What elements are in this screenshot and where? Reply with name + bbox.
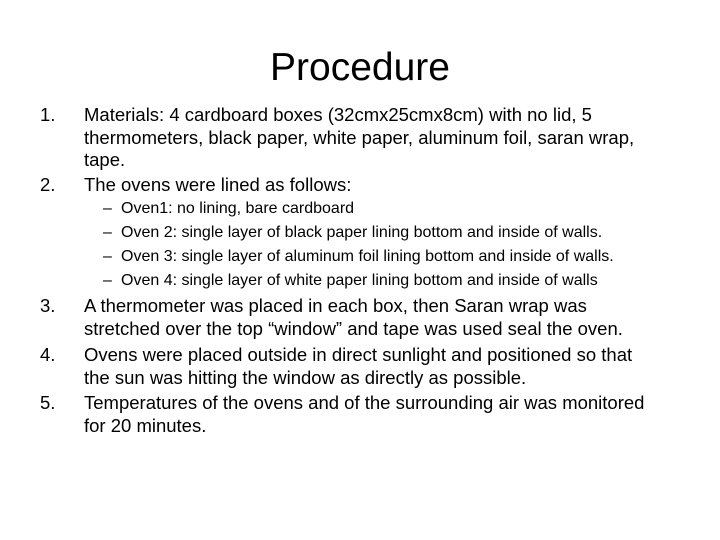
item-number: 5.	[40, 392, 56, 413]
item-number: 3.	[40, 295, 56, 316]
item-text	[84, 392, 710, 437]
item-text	[84, 174, 710, 197]
item-line: A thermometer was placed in each box, then Saran wrap was	[84, 295, 587, 316]
item-number: 4.	[40, 344, 56, 365]
item-line: for 20 minutes.	[84, 414, 207, 436]
dash-bullet: –	[103, 248, 112, 265]
item-line: the sun was hitting the window as directly as possible.	[84, 366, 527, 388]
item-line: thermometers, black paper, white paper, aluminum foil, saran wrap,	[84, 126, 635, 148]
item-line: Materials: 4 cardboard boxes (32cmx25cmx8cm) with no lid, 5	[84, 104, 592, 125]
dash-bullet: –	[103, 200, 112, 217]
item-line: Ovens were placed outside in direct sunlight and positioned so that	[84, 344, 633, 365]
sub-item-text: Oven 3: single layer of aluminum foil lining bottom and inside of walls.	[121, 248, 614, 265]
item-number: 1.	[40, 104, 56, 125]
item-line: The ovens were lined as follows:	[84, 174, 352, 195]
item-line: stretched over the top “window” and tape was used seal the oven.	[84, 317, 623, 339]
item-number: 2.	[40, 174, 56, 195]
item-line: Temperatures of the ovens and of the surrounding air was monitored	[84, 392, 645, 413]
item-text	[84, 344, 710, 389]
item-text	[84, 104, 710, 172]
sub-item-text: Oven1: no lining, bare cardboard	[121, 200, 355, 217]
item-text	[84, 295, 710, 340]
item-line: tape.	[84, 149, 126, 170]
dash-bullet: –	[103, 224, 112, 241]
sub-item-text: Oven 4: single layer of white paper lining bottom and inside of walls	[121, 272, 598, 289]
sub-item-text: Oven 2: single layer of black paper lining bottom and inside of walls.	[121, 224, 603, 241]
slide-title: Procedure	[270, 46, 450, 89]
dash-bullet: –	[103, 272, 112, 289]
